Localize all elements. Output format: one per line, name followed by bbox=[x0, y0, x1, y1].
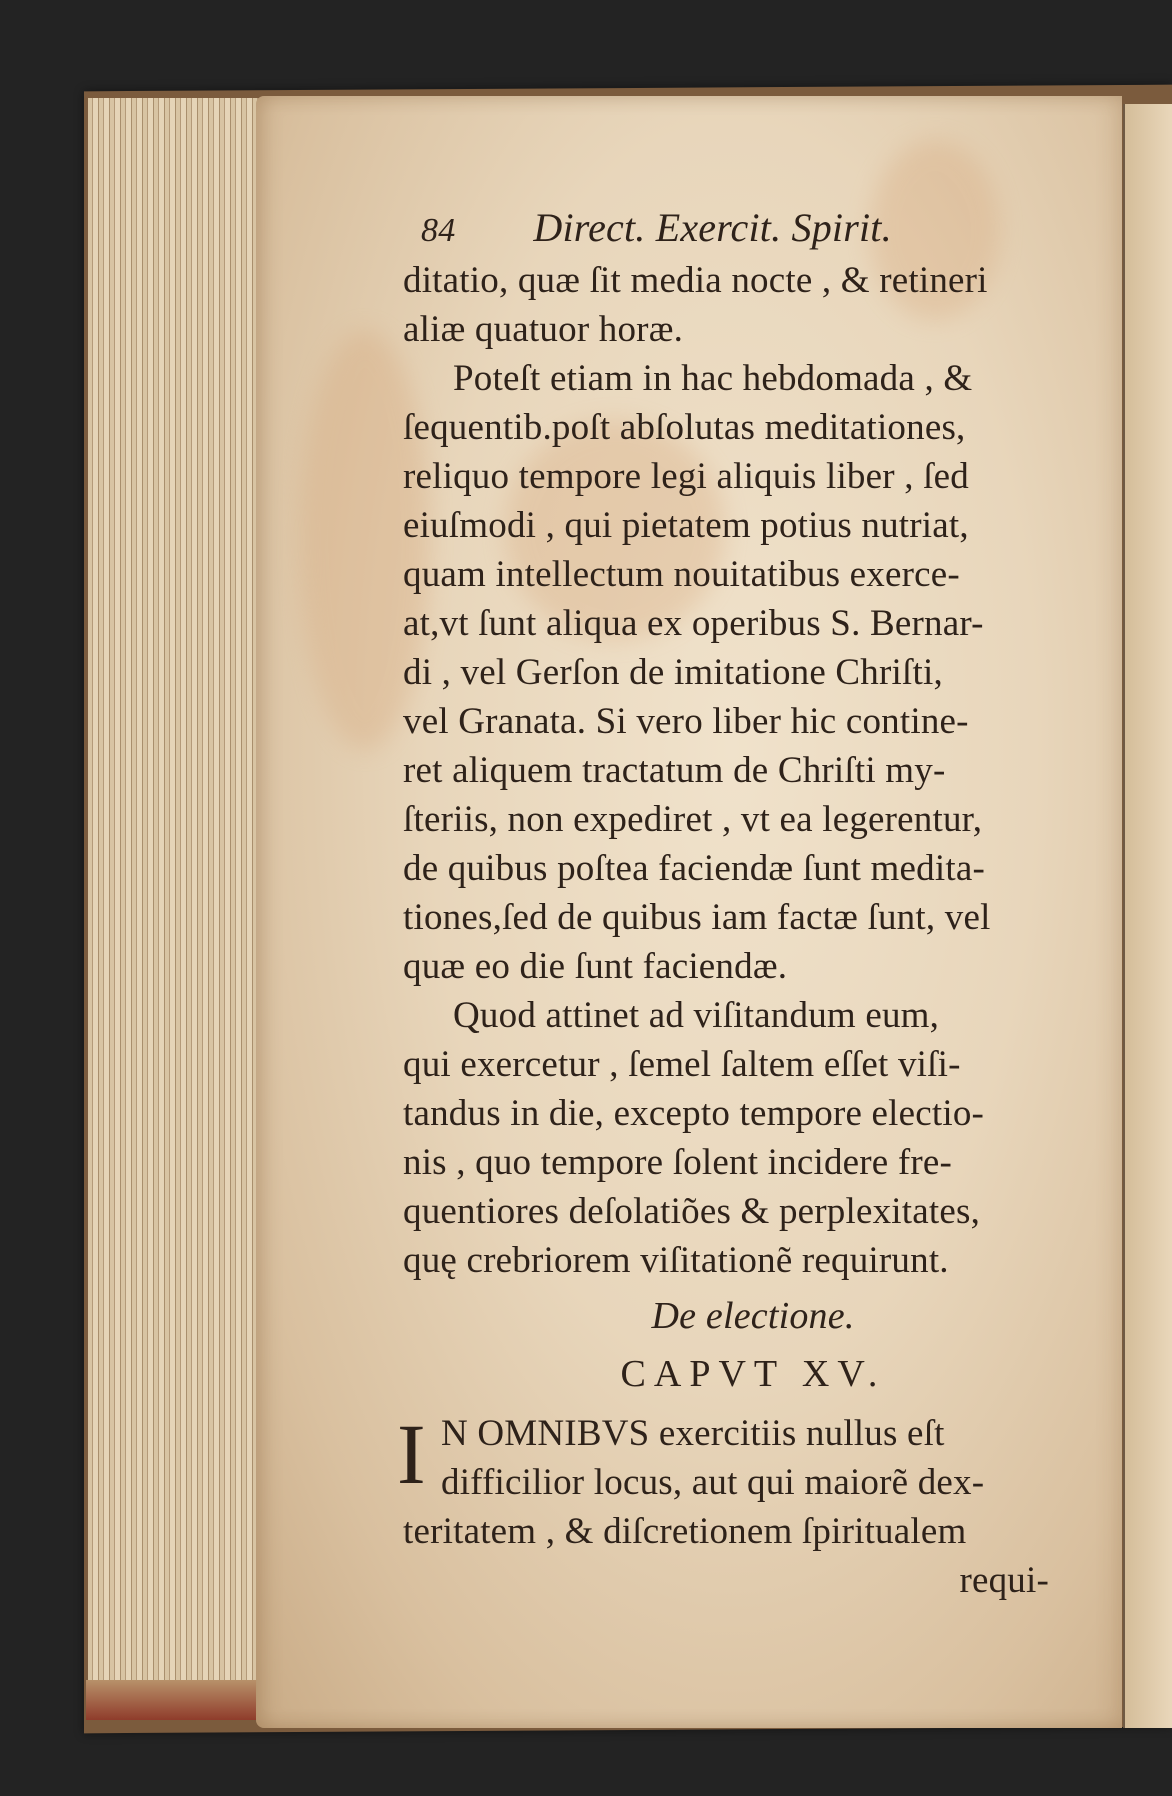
text-line: nis , quo tempore ſolent incidere fre- bbox=[403, 1142, 953, 1183]
text-line: reliquo tempore legi aliquis liber , ſed bbox=[403, 456, 969, 497]
chapter-opening bbox=[397, 1406, 1103, 1507]
section-heading: De electione. bbox=[651, 1295, 855, 1337]
text-line: di , vel Gerſon de imitatione Chriſti, bbox=[403, 652, 943, 693]
page-text bbox=[397, 205, 1103, 1605]
text-line: Quod attinet ad viſitandum eum, bbox=[453, 995, 940, 1036]
chapter-line: teritatem , & diſcretionem ſpiritualem bbox=[403, 1511, 967, 1552]
text-line: at,vt ſunt aliqua ex operibus S. Bernar- bbox=[403, 603, 984, 644]
chapter-heading: CAPVT XV. bbox=[620, 1353, 886, 1395]
text-line: quæ eo die ſunt faciendæ. bbox=[403, 946, 788, 987]
text-line: eiuſmodi , qui pietatem potius nutriat, bbox=[403, 505, 969, 546]
chapter-line: N OMNIBVS exercitiis nullus eſt bbox=[441, 1413, 945, 1454]
next-page-edge bbox=[1123, 104, 1172, 1728]
text-line: quę crebriorem viſitationẽ requirunt. bbox=[403, 1240, 949, 1281]
running-head bbox=[421, 206, 1103, 250]
text-line: tiones,ſed de quibus iam factæ ſunt, vel bbox=[403, 897, 991, 938]
text-line: ret aliquem tractatum de Chriſti my- bbox=[403, 750, 946, 791]
text-line: quentiores deſolatiões & perplexitates, bbox=[403, 1191, 981, 1232]
running-title: Direct. Exercit. Spirit. bbox=[533, 205, 892, 250]
catchword: requi- bbox=[959, 1560, 1049, 1601]
drop-cap: I bbox=[397, 1406, 426, 1502]
text-line: tandus in die, excepto tempore electio- bbox=[403, 1093, 985, 1134]
text-line: quam intellectum nouitatibus exerce- bbox=[403, 554, 960, 595]
text-line: ſteriis, non expediret , vt ea legerentur, bbox=[403, 799, 983, 840]
text-line: vel Granata. Si vero liber hic contine- bbox=[403, 701, 969, 742]
text-line: de quibus poſtea faciendæ ſunt medita- bbox=[403, 848, 985, 889]
text-line: Poteſt etiam in hac hebdomada , & bbox=[453, 358, 973, 399]
text-line: ſequentib.poſt abſolutas meditationes, bbox=[403, 407, 966, 448]
text-line: qui exercetur , ſemel ſaltem eſſet viſi- bbox=[403, 1044, 961, 1085]
text-line: aliæ quatuor horæ. bbox=[403, 309, 684, 350]
text-line: ditatio, quæ ſit media nocte , & retineri bbox=[403, 260, 988, 301]
chapter-line: difficilior locus, aut qui maiorẽ dex- bbox=[441, 1462, 985, 1503]
page-edge-stack bbox=[88, 98, 260, 1718]
page-edge-bottom bbox=[86, 1680, 266, 1720]
page-number: 84 bbox=[421, 212, 456, 249]
